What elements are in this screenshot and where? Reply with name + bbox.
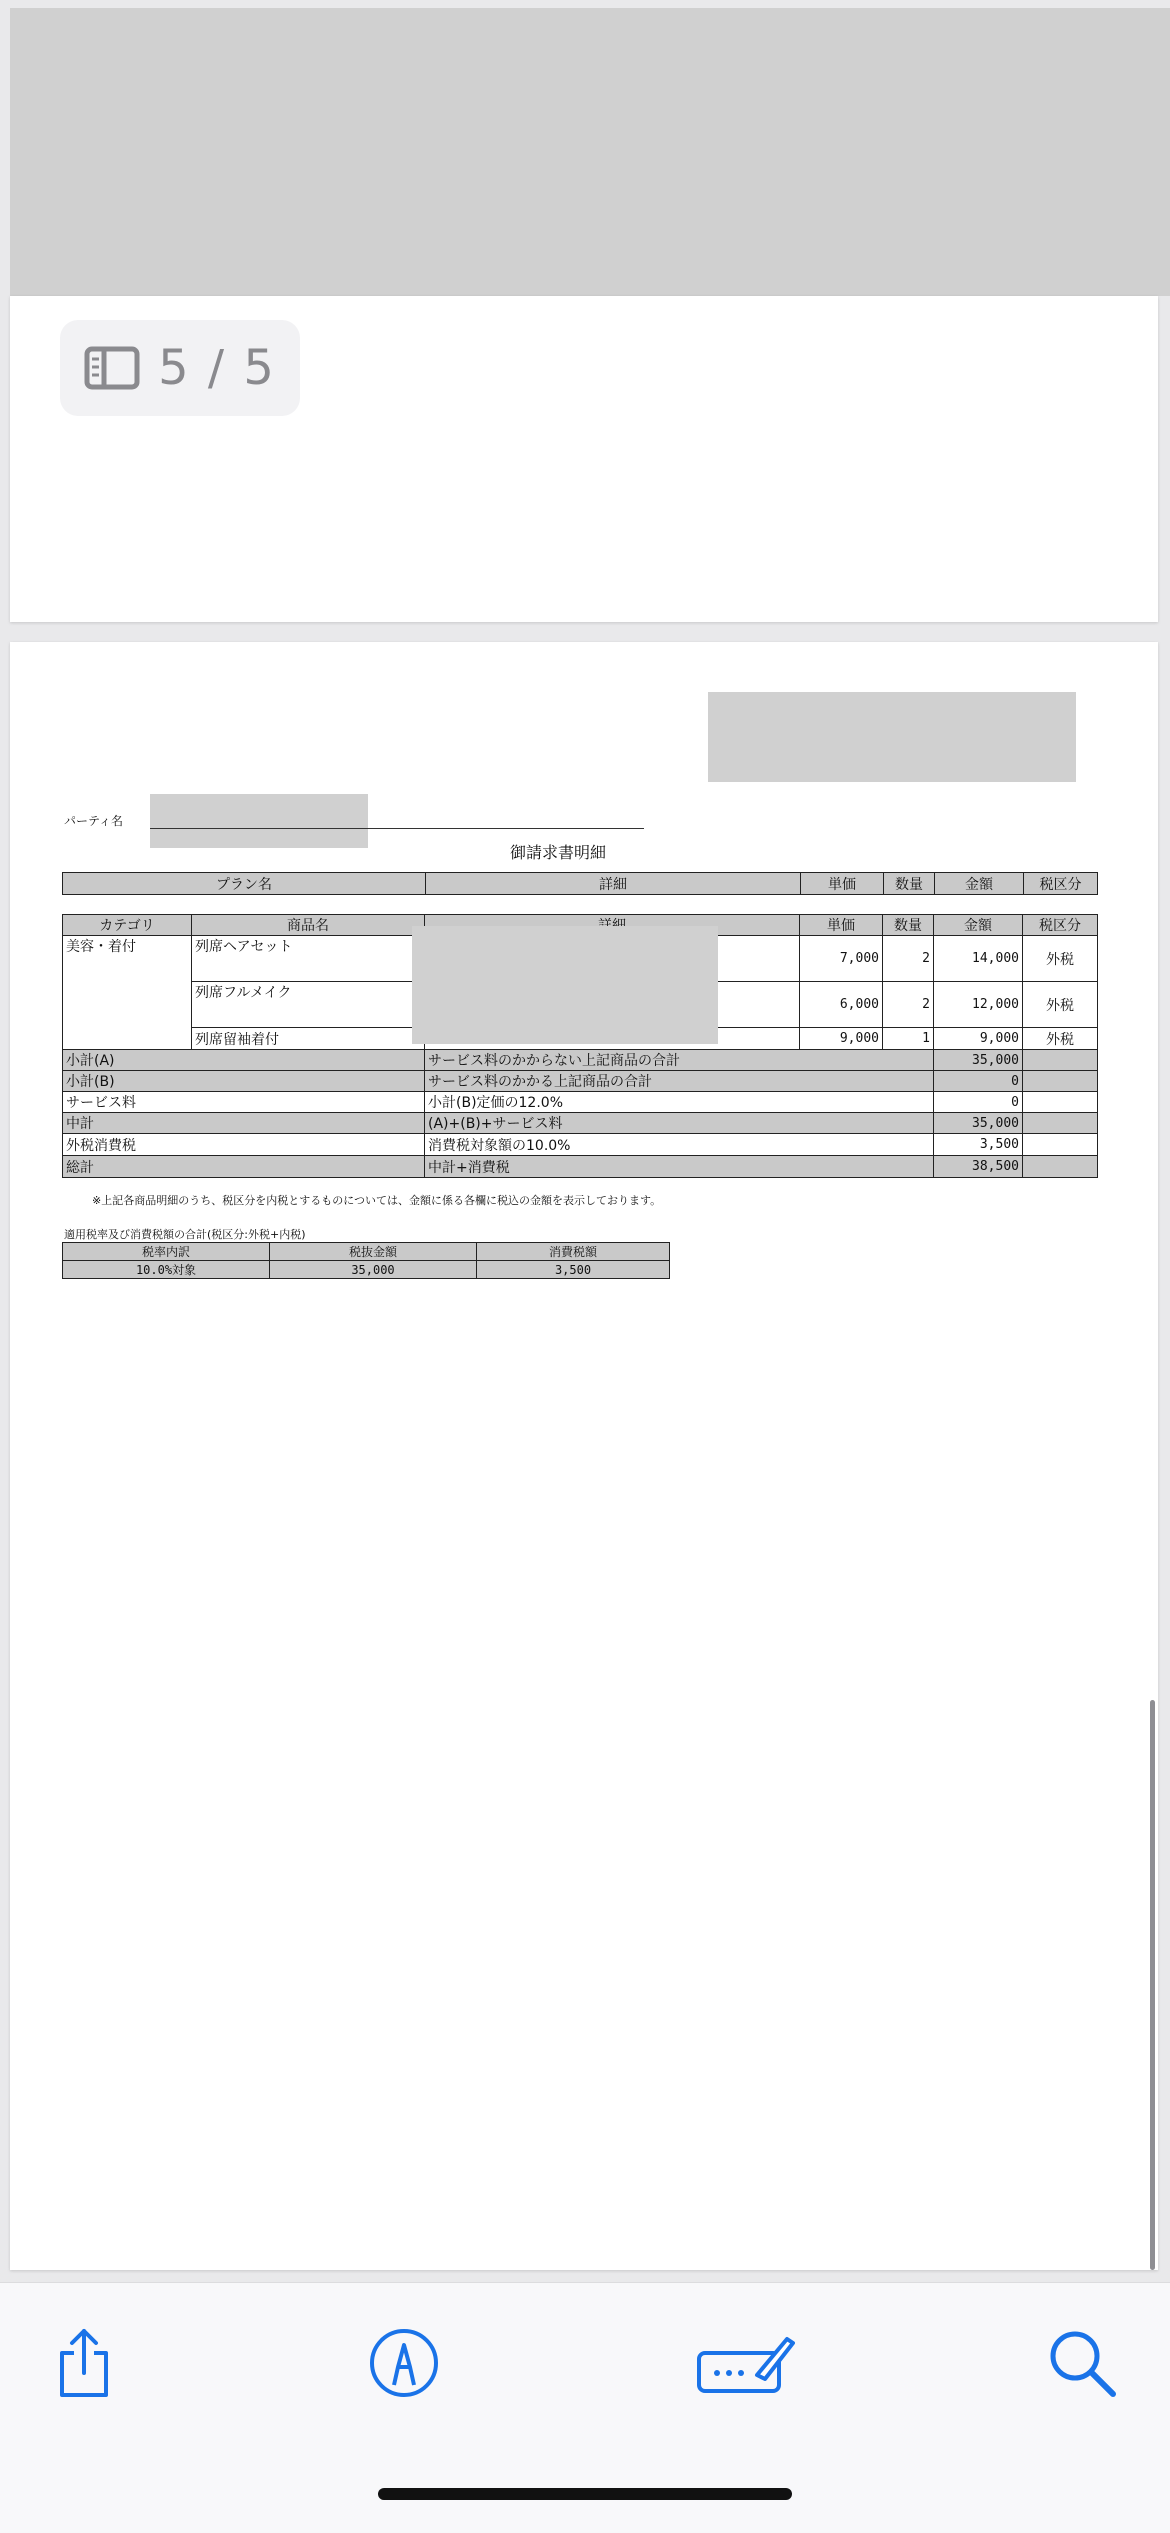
item-tax: 外税	[1023, 982, 1098, 1028]
document-title: 御請求書明細	[510, 843, 607, 862]
tax-summary-label: 適用税率及び消費税額の合計(税区分:外税+内税)	[64, 1228, 306, 1241]
item-price: 9,000	[800, 1028, 883, 1050]
home-indicator[interactable]	[378, 2488, 792, 2500]
tax-header-net: 税抜金額	[270, 1243, 477, 1261]
item-price: 7,000	[800, 936, 883, 982]
tax-net-amount: 35,000	[270, 1261, 477, 1279]
page-indicator[interactable]	[60, 320, 300, 416]
summary-detail: サービス料のかからない上記商品の合計	[425, 1050, 934, 1071]
item-qty: 2	[883, 982, 934, 1028]
redacted-item-details	[412, 926, 718, 1044]
summary-detail: 中計+消費税	[425, 1156, 934, 1178]
markup-icon	[368, 2327, 440, 2399]
header-tax: 税区分	[1023, 915, 1098, 936]
summary-amount: 35,000	[934, 1113, 1023, 1134]
header-amount: 金額	[935, 873, 1024, 895]
redacted-party-name	[150, 794, 368, 848]
summary-label: 中計	[63, 1113, 425, 1134]
tax-header-rate: 税率内訳	[63, 1243, 270, 1261]
redacted-header	[10, 8, 1170, 296]
summary-label: サービス料	[63, 1092, 425, 1113]
share-button[interactable]	[44, 2323, 124, 2403]
item-amount: 12,000	[934, 982, 1023, 1028]
summary-label: 小計(A)	[63, 1050, 425, 1071]
signature-icon	[695, 2331, 795, 2395]
summary-row	[63, 1071, 1098, 1092]
header-price: 単価	[801, 873, 884, 895]
tax-rate: 10.0%対象	[63, 1261, 270, 1279]
tax-note: ※上記各商品明細のうち、税区分を内税とするものについては、金額に係る各欄に税込の金額を表示しております。	[92, 1194, 662, 1207]
summary-detail: サービス料のかかる上記商品の合計	[425, 1071, 934, 1092]
search-icon	[1047, 2328, 1117, 2398]
summary-row	[63, 1134, 1098, 1156]
item-tax: 外税	[1023, 936, 1098, 982]
item-category: 美容・着付	[63, 936, 192, 1050]
page-5	[10, 642, 1158, 2270]
summary-label: 総計	[63, 1156, 425, 1178]
redacted-logo	[708, 692, 1076, 782]
summary-row	[63, 1156, 1098, 1178]
header-name: 商品名	[192, 915, 425, 936]
header-amount: 金額	[934, 915, 1023, 936]
item-qty: 2	[883, 936, 934, 982]
summary-amount: 3,500	[934, 1134, 1023, 1156]
search-button[interactable]	[1042, 2323, 1122, 2403]
header-tax: 税区分	[1024, 873, 1098, 895]
item-amount: 14,000	[934, 936, 1023, 982]
summary-amount: 35,000	[934, 1050, 1023, 1071]
header-plan: プラン名	[63, 873, 426, 895]
vertical-scrollbar[interactable]	[1150, 1700, 1155, 2270]
item-name: 列席留袖着付	[192, 1028, 425, 1050]
summary-detail: 消費税対象額の10.0%	[425, 1134, 934, 1156]
header-qty: 数量	[884, 873, 935, 895]
header-price: 単価	[800, 915, 883, 936]
summary-detail: 小計(B)定価の12.0%	[425, 1092, 934, 1113]
item-price: 6,000	[800, 982, 883, 1028]
tax-summary-table	[62, 1242, 670, 1279]
sidebar-icon	[84, 346, 140, 390]
party-label: パーティ名	[64, 814, 124, 828]
item-amount: 9,000	[934, 1028, 1023, 1050]
summary-amount: 0	[934, 1071, 1023, 1092]
header-detail: 詳細	[426, 873, 801, 895]
item-tax: 外税	[1023, 1028, 1098, 1050]
summary-label: 外税消費税	[63, 1134, 425, 1156]
item-name: 列席フルメイク	[192, 982, 425, 1028]
summary-amount: 38,500	[934, 1156, 1023, 1178]
plan-header-table	[62, 872, 1098, 895]
tax-amount: 3,500	[477, 1261, 670, 1279]
share-icon	[52, 2325, 116, 2401]
summary-detail: (A)+(B)+サービス料	[425, 1113, 934, 1134]
summary-row	[63, 1050, 1098, 1071]
item-name: 列席ヘアセット	[192, 936, 425, 982]
tax-header-tax: 消費税額	[477, 1243, 670, 1261]
summary-row	[63, 1113, 1098, 1134]
page-indicator-label: 5 / 5	[158, 340, 276, 396]
party-underline	[150, 828, 644, 829]
signature-button[interactable]	[690, 2323, 800, 2403]
header-qty: 数量	[883, 915, 934, 936]
summary-row	[63, 1092, 1098, 1113]
summary-label: 小計(B)	[63, 1071, 425, 1092]
header-category: カテゴリ	[63, 915, 192, 936]
item-qty: 1	[883, 1028, 934, 1050]
markup-button[interactable]	[364, 2323, 444, 2403]
summary-amount: 0	[934, 1092, 1023, 1113]
